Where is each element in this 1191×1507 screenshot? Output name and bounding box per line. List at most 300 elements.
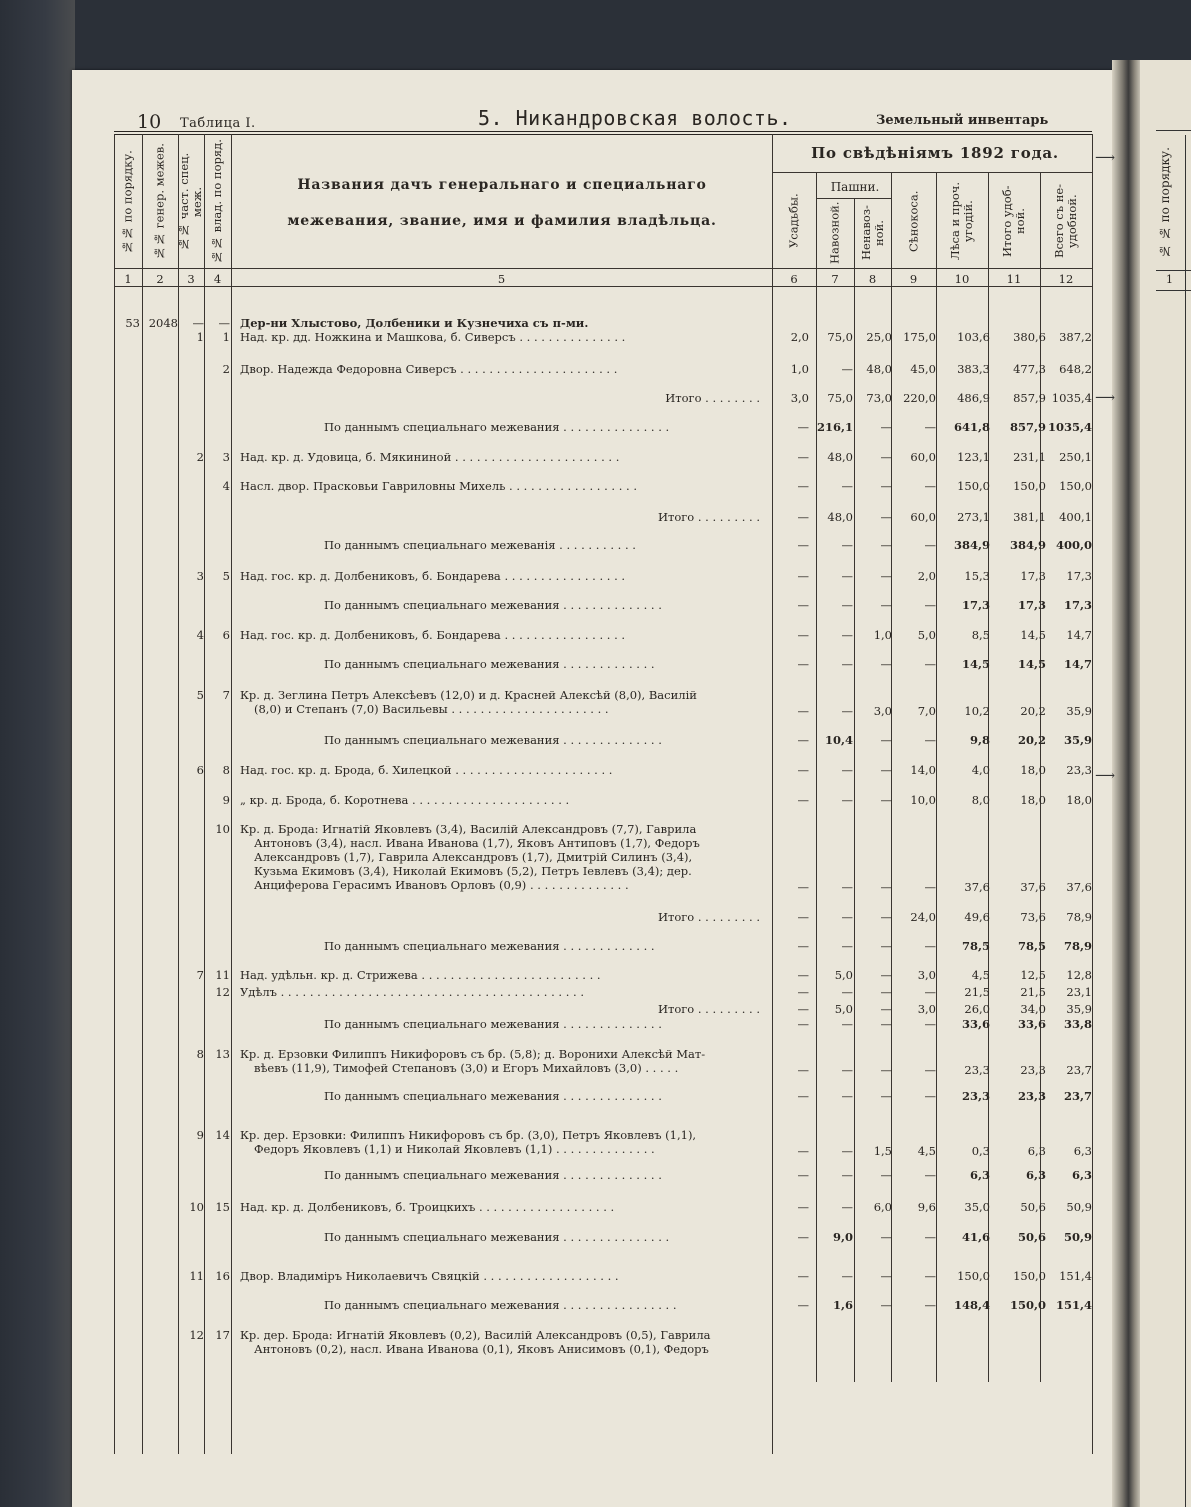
- row-value: —: [880, 510, 892, 524]
- row-value: 1,6: [832, 1298, 853, 1312]
- row-value: —: [924, 733, 936, 747]
- table-row: [114, 822, 1094, 894]
- row-value: 37,6: [964, 880, 990, 894]
- table-row: [114, 1230, 1094, 1246]
- col-header-3: №№ част. спец. меж.: [177, 152, 204, 252]
- row-value: —: [841, 1168, 853, 1182]
- table-row: [114, 330, 1094, 346]
- row-description: По даннымъ специальнаго межевания . . . . . . . . . . . . . .: [324, 1168, 662, 1182]
- row-value: —: [924, 1298, 936, 1312]
- row-value: —: [797, 1269, 809, 1283]
- row-value: —: [924, 538, 936, 552]
- owner-number: 17: [215, 1328, 230, 1342]
- main-header-line2: межевания, звание, имя и фамилия владѣльца.: [287, 213, 717, 229]
- row-value: —: [924, 985, 936, 999]
- row-value: —: [841, 1017, 853, 1031]
- row-value: 12,8: [1066, 968, 1092, 982]
- row-value: 33,6: [1017, 1017, 1046, 1031]
- row-value: —: [841, 538, 853, 552]
- row-description: По даннымъ специальнаго межеванія . . . . . . . . . . .: [324, 538, 636, 552]
- row-value: 23,7: [1066, 1063, 1092, 1077]
- row-value: 150,0: [1013, 1269, 1046, 1283]
- row-value: —: [880, 733, 892, 747]
- col-header-lesa: Лѣса и проч. угодій.: [948, 182, 975, 261]
- row-value: 37,6: [1020, 880, 1046, 894]
- row-value: 150,0: [1009, 1298, 1046, 1312]
- row-value: 17,3: [961, 598, 990, 612]
- row-value: —: [880, 420, 892, 434]
- row-description: Двор. Владиміръ Николаевичъ Свяцкій . . . . . . . . . . . . . . . . . . .: [240, 1269, 619, 1283]
- col-header-vsego: Всего съ не-удобной.: [1052, 183, 1079, 259]
- row-description: По даннымъ специальнаго межевания . . . . . . . . . . . . . . .: [324, 420, 670, 434]
- row-value: 477,3: [1013, 362, 1046, 376]
- table-row: [114, 939, 1094, 955]
- row-value: 5,0: [834, 968, 853, 982]
- row-value: 0,3: [971, 1144, 990, 1158]
- row-value: —: [797, 968, 809, 982]
- row-value: 14,5: [1020, 628, 1046, 642]
- row-value: 1,5: [873, 1144, 892, 1158]
- owner-number: 10: [215, 822, 230, 836]
- row-value: 17,3: [1020, 569, 1046, 583]
- row-description: Анциферова Герасимъ Ивановъ Орловъ (0,9) . . . . . . . . . . . . . .: [254, 878, 629, 892]
- row-value: —: [797, 939, 809, 953]
- general-survey-number: 2048: [148, 316, 178, 330]
- row-description: По даннымъ специальнаго межевания . . . . . . . . . . . . . .: [324, 598, 662, 612]
- row-value: 8,5: [971, 628, 990, 642]
- owner-number: 2: [222, 362, 230, 376]
- row-description: Федоръ Яковлевъ (1,1) и Николай Яковлевъ (1,1) . . . . . . . . . . . . . .: [254, 1142, 655, 1156]
- row-value: 150,0: [1059, 479, 1092, 493]
- special-survey-number: 9: [196, 1128, 204, 1142]
- row-value: 24,0: [910, 910, 936, 924]
- table-row: [114, 1047, 1094, 1077]
- col-number: 8: [868, 272, 877, 286]
- row-value: 20,2: [1017, 733, 1046, 747]
- col-header-senokosa: Сѣнокоса.: [906, 190, 921, 252]
- main-header-line1: Названия дачъ генеральнаго и специальнаго: [297, 177, 707, 193]
- row-value: 9,6: [917, 1200, 936, 1214]
- row-description: Итого . . . . . . . . .: [657, 510, 760, 524]
- row-value: —: [841, 479, 853, 493]
- row-value: —: [797, 1144, 809, 1158]
- col-header-4: №№ влад. по поряд.: [210, 139, 224, 265]
- owner-number: 7: [222, 688, 230, 702]
- row-value: 4,5: [971, 968, 990, 982]
- row-value: 48,0: [827, 510, 853, 524]
- row-value: 73,6: [1020, 910, 1046, 924]
- table-row: [114, 391, 1094, 407]
- row-value: 216,1: [816, 420, 853, 434]
- table-row: [114, 985, 1094, 1001]
- row-value: 250,1: [1059, 450, 1092, 464]
- row-value: 17,3: [1066, 569, 1092, 583]
- row-value: 3,0: [917, 968, 936, 982]
- row-value: 21,5: [1020, 985, 1046, 999]
- row-value: —: [924, 479, 936, 493]
- row-description: Дер-ни Хлыстово, Долбеники и Кузнечиха съ п-ми.: [240, 316, 589, 330]
- row-value: —: [797, 1017, 809, 1031]
- head-rule: [114, 286, 1092, 287]
- row-value: 75,0: [827, 391, 853, 405]
- special-survey-number: —: [192, 316, 204, 330]
- table-row: [114, 1269, 1094, 1285]
- row-value: 2,0: [917, 569, 936, 583]
- row-value: 2,0: [790, 330, 809, 344]
- owner-number: 9: [222, 793, 230, 807]
- row-value: 60,0: [910, 510, 936, 524]
- row-value: 6,3: [1071, 1168, 1092, 1182]
- row-value: 9,8: [969, 733, 990, 747]
- col-number: 7: [831, 272, 839, 286]
- row-value: 400,0: [1055, 538, 1092, 552]
- row-value: 10,0: [910, 793, 936, 807]
- row-value: —: [841, 793, 853, 807]
- row-value: —: [924, 1089, 936, 1103]
- row-value: 73,0: [866, 391, 892, 405]
- row-value: 3,0: [873, 704, 892, 718]
- head-rule: [816, 198, 891, 199]
- row-value: —: [797, 910, 809, 924]
- table-row: [114, 1200, 1094, 1216]
- row-value: —: [841, 985, 853, 999]
- row-value: 14,0: [910, 763, 936, 777]
- row-description: Над. гос. кр. д. Брода, б. Хилецкой . . . . . . . . . . . . . . . . . . . . . .: [240, 763, 613, 777]
- special-survey-number: 11: [189, 1269, 204, 1283]
- row-value: 78,9: [1063, 939, 1092, 953]
- row-value: —: [841, 704, 853, 718]
- row-value: 857,9: [1013, 391, 1046, 405]
- row-value: 175,0: [903, 330, 936, 344]
- row-value: —: [880, 1298, 892, 1312]
- table-row: [114, 688, 1094, 718]
- col-number: 3: [187, 272, 195, 286]
- row-value: 35,0: [964, 1200, 990, 1214]
- row-value: 35,9: [1063, 733, 1092, 747]
- table-row: [114, 657, 1094, 673]
- row-value: 150,0: [957, 1269, 990, 1283]
- row-value: 35,9: [1066, 1002, 1092, 1016]
- row-value: —: [797, 880, 809, 894]
- row-description: Кр. дер. Брода: Игнатій Яковлевъ (0,2), Василій Александровъ (0,5), Гаврила: [240, 1328, 711, 1342]
- row-description: Двор. Надежда Федоровна Сиверсъ . . . . . . . . . . . . . . . . . . . . . .: [240, 362, 618, 376]
- row-value: 26,0: [964, 1002, 990, 1016]
- row-value: 23,1: [1066, 985, 1092, 999]
- row-value: —: [924, 939, 936, 953]
- owner-number: 15: [215, 1200, 230, 1214]
- head-rule: [114, 268, 1092, 269]
- row-value: 18,0: [1066, 793, 1092, 807]
- row-value: 1,0: [790, 362, 809, 376]
- col-number: 1: [124, 272, 132, 286]
- row-value: 380,6: [1013, 330, 1046, 344]
- row-value: —: [880, 763, 892, 777]
- row-value: —: [797, 657, 809, 671]
- row-description: Кр. д. Зеглина Петръ Алексѣевъ (12,0) и д. Красней Алексѣй (8,0), Василій: [240, 688, 697, 702]
- row-value: —: [841, 910, 853, 924]
- owner-number: 16: [215, 1269, 230, 1283]
- row-description: (8,0) и Степанъ (7,0) Васильевы . . . . . . . . . . . . . . . . . . . . . .: [254, 702, 609, 716]
- table-row: [114, 1128, 1094, 1158]
- row-value: 400,1: [1059, 510, 1092, 524]
- owner-number: 12: [215, 985, 230, 999]
- row-value: 23,3: [1017, 1089, 1046, 1103]
- table-row: [114, 420, 1094, 436]
- row-value: 14,5: [1017, 657, 1046, 671]
- row-value: 384,9: [953, 538, 990, 552]
- row-value: 641,8: [953, 420, 990, 434]
- row-value: 148,4: [953, 1298, 990, 1312]
- row-value: 3,0: [790, 391, 809, 405]
- table-row: [114, 598, 1094, 614]
- table-row: [114, 628, 1094, 644]
- scan-background: [0, 0, 75, 1507]
- table-row: [114, 1298, 1094, 1314]
- row-value: 35,9: [1066, 704, 1092, 718]
- table-row: [114, 1089, 1094, 1105]
- row-value: 23,3: [1020, 1063, 1046, 1077]
- row-value: 49,6: [964, 910, 990, 924]
- row-description: По даннымъ специальнаго межевания . . . . . . . . . . . . . . .: [324, 1230, 670, 1244]
- row-value: —: [797, 598, 809, 612]
- special-survey-number: 6: [196, 763, 204, 777]
- row-value: 45,0: [910, 362, 936, 376]
- row-description: Кр. дер. Ерзовки: Филиппъ Никифоровъ съ бр. (3,0), Петръ Яковлевъ (1,1),: [240, 1128, 697, 1142]
- row-value: —: [797, 569, 809, 583]
- row-value: —: [797, 1002, 809, 1016]
- row-value: —: [841, 1269, 853, 1283]
- special-survey-number: 5: [196, 688, 204, 702]
- col-header-nenavoznoi: Ненавоз-ной.: [859, 205, 886, 261]
- row-value: —: [841, 362, 853, 376]
- owner-number: 3: [222, 450, 230, 464]
- row-description: Кр. д. Ерзовки Филиппъ Никифоровъ съ бр. (5,8); д. Воронихи Алексѣй Мат-: [240, 1047, 706, 1061]
- row-value: —: [880, 479, 892, 493]
- row-value: 1035,4: [1047, 420, 1092, 434]
- row-value: —: [924, 1269, 936, 1283]
- owner-number: 1: [222, 330, 230, 344]
- row-value: —: [841, 569, 853, 583]
- special-survey-number: 4: [196, 628, 204, 642]
- special-survey-number: 8: [196, 1047, 204, 1061]
- row-value: —: [841, 1063, 853, 1077]
- row-value: —: [841, 598, 853, 612]
- row-value: —: [880, 450, 892, 464]
- row-value: 60,0: [910, 450, 936, 464]
- table-row: [114, 538, 1094, 554]
- row-description: Над. кр. д. Долбениковъ, б. Троицкихъ . . . . . . . . . . . . . . . . . . .: [240, 1200, 615, 1214]
- row-value: —: [880, 538, 892, 552]
- row-description: По даннымъ специальнаго межевания . . . . . . . . . . . . . .: [324, 733, 662, 747]
- row-value: 3,0: [917, 1002, 936, 1016]
- row-value: 6,3: [1025, 1168, 1046, 1182]
- col-header-pashni: Пашни.: [830, 180, 880, 194]
- row-value: 231,1: [1013, 450, 1046, 464]
- row-value: —: [880, 657, 892, 671]
- row-description: Итого . . . . . . . . .: [657, 1002, 760, 1016]
- row-value: 48,0: [827, 450, 853, 464]
- next-page-edge: [1140, 60, 1191, 1507]
- row-value: 17,3: [1017, 598, 1046, 612]
- row-value: —: [880, 569, 892, 583]
- special-survey-number: 10: [189, 1200, 204, 1214]
- row-value: 50,6: [1020, 1200, 1046, 1214]
- row-value: 1,0: [873, 628, 892, 642]
- row-value: 50,9: [1066, 1200, 1092, 1214]
- row-value: —: [841, 1200, 853, 1214]
- row-value: —: [797, 510, 809, 524]
- row-value: 6,3: [1073, 1144, 1092, 1158]
- row-value: 857,9: [1009, 420, 1046, 434]
- row-value: —: [797, 763, 809, 777]
- row-value: —: [797, 479, 809, 493]
- col-number: 2: [156, 272, 164, 286]
- row-value: —: [880, 939, 892, 953]
- row-value: 5,0: [834, 1002, 853, 1016]
- row-value: —: [841, 939, 853, 953]
- binder-mark: ⟶: [1095, 768, 1116, 784]
- book-gutter: [1112, 60, 1142, 1507]
- row-value: 123,1: [957, 450, 990, 464]
- row-value: 220,0: [903, 391, 936, 405]
- col-number: 5: [497, 272, 506, 286]
- row-value: —: [880, 985, 892, 999]
- year-header: По свѣдѣніямъ 1892 года.: [811, 144, 1059, 162]
- row-description: Над. гос. кр. д. Долбениковъ, б. Бондарева . . . . . . . . . . . . . . . . .: [240, 628, 626, 642]
- row-value: —: [924, 1168, 936, 1182]
- row-value: 7,0: [917, 704, 936, 718]
- row-value: 78,5: [961, 939, 990, 953]
- row-value: 384,9: [1009, 538, 1046, 552]
- table-row: [114, 763, 1094, 779]
- row-value: —: [880, 1063, 892, 1077]
- row-description: Насл. двор. Прасковьи Гавриловны Михель . . . . . . . . . . . . . . . . . .: [240, 479, 637, 493]
- row-value: —: [797, 704, 809, 718]
- owner-number: 8: [222, 763, 230, 777]
- owner-number: 4: [222, 479, 230, 493]
- row-value: —: [797, 793, 809, 807]
- row-value: 41,6: [961, 1230, 990, 1244]
- row-value: 37,6: [1066, 880, 1092, 894]
- row-value: —: [880, 1089, 892, 1103]
- row-description: Кр. д. Брода: Игнатій Яковлевъ (3,4), Василій Александровъ (7,7), Гаврила: [240, 822, 697, 836]
- row-value: —: [797, 420, 809, 434]
- row-value: —: [880, 598, 892, 612]
- row-description: По даннымъ специальнаго межевания . . . . . . . . . . . . . .: [324, 1089, 662, 1103]
- row-value: 10,2: [964, 704, 990, 718]
- table-row: [114, 479, 1094, 495]
- row-value: —: [924, 598, 936, 612]
- binder-mark: ⟶: [1095, 150, 1116, 166]
- row-value: 150,0: [1013, 479, 1046, 493]
- row-value: 381,1: [1013, 510, 1046, 524]
- row-value: 25,0: [866, 330, 892, 344]
- row-value: —: [841, 880, 853, 894]
- binder-mark: ⟶: [1095, 390, 1116, 406]
- row-value: 48,0: [866, 362, 892, 376]
- row-value: —: [924, 420, 936, 434]
- owner-number: 14: [215, 1128, 230, 1142]
- row-value: —: [797, 1200, 809, 1214]
- row-value: —: [924, 1230, 936, 1244]
- row-value: —: [880, 1017, 892, 1031]
- special-survey-number: 12: [189, 1328, 204, 1342]
- row-description: „ кр. д. Брода, б. Коротнева . . . . . . . . . . . . . . . . . . . . . .: [240, 793, 570, 807]
- owner-number: 11: [215, 968, 230, 982]
- row-value: —: [880, 1168, 892, 1182]
- col-number: 4: [213, 272, 222, 286]
- row-value: 5,0: [917, 628, 936, 642]
- row-description: вѣевъ (11,9), Тимофей Степановъ (3,0) и Егоръ Михайловъ (3,0) . . . . .: [254, 1061, 679, 1075]
- row-description: Над. удѣльн. кр. д. Стрижева . . . . . . . . . . . . . . . . . . . . . . . . .: [240, 968, 601, 982]
- owner-number: 5: [222, 569, 230, 583]
- row-value: 75,0: [827, 330, 853, 344]
- row-value: 4,0: [971, 763, 990, 777]
- special-survey-number: 3: [196, 569, 204, 583]
- header-rule: [114, 131, 1092, 132]
- col-header-1: №№ по порядку.: [120, 150, 135, 254]
- row-value: 33,8: [1063, 1017, 1092, 1031]
- row-value: —: [797, 1230, 809, 1244]
- row-value: 23,3: [1066, 763, 1092, 777]
- row-value: 14,7: [1066, 628, 1092, 642]
- row-value: —: [924, 880, 936, 894]
- row-description: Над. кр. дд. Ножкина и Машкова, б. Сиверсъ . . . . . . . . . . . . . . .: [240, 330, 626, 344]
- col-header-navoznoi: Навозной.: [827, 201, 842, 265]
- row-value: 18,0: [1020, 793, 1046, 807]
- col-header-usadby: Усадьбы.: [786, 193, 801, 249]
- table-row: [114, 1328, 1094, 1356]
- table-row: [114, 510, 1094, 526]
- col-header-itogo: Итого удоб-ной.: [1000, 185, 1027, 257]
- page-number: 10: [137, 111, 162, 133]
- row-value: 6,0: [873, 1200, 892, 1214]
- row-value: —: [797, 985, 809, 999]
- row-value: 18,0: [1020, 763, 1046, 777]
- table-label: Таблица I.: [180, 116, 256, 131]
- row-value: 6,3: [1027, 1144, 1046, 1158]
- special-survey-number: 7: [196, 968, 204, 982]
- row-value: 648,2: [1059, 362, 1092, 376]
- col-number: 9: [909, 272, 918, 286]
- owner-number: 6: [222, 628, 230, 642]
- row-value: —: [797, 450, 809, 464]
- row-value: 34,0: [1020, 1002, 1046, 1016]
- row-value: 20,2: [1020, 704, 1046, 718]
- row-value: 23,7: [1063, 1089, 1092, 1103]
- table-row: [114, 569, 1094, 585]
- row-value: —: [841, 1144, 853, 1158]
- row-description: Александровъ (1,7), Гаврила Александровъ (1,7), Дмитрій Силинъ (3,4),: [254, 850, 693, 864]
- row-value: 151,4: [1055, 1298, 1092, 1312]
- row-value: —: [841, 763, 853, 777]
- row-value: 23,3: [961, 1089, 990, 1103]
- row-description: По даннымъ специальнаго межевания . . . . . . . . . . . . .: [324, 939, 655, 953]
- row-value: —: [924, 657, 936, 671]
- col-number: 6: [790, 272, 798, 286]
- row-value: 50,6: [1017, 1230, 1046, 1244]
- row-value: —: [797, 1089, 809, 1103]
- row-value: 273,1: [957, 510, 990, 524]
- row-value: 15,3: [964, 569, 990, 583]
- header-rule-thin: [114, 134, 1092, 135]
- row-value: 103,6: [957, 330, 990, 344]
- col-number: 10: [954, 272, 970, 286]
- row-value: 151,4: [1059, 1269, 1092, 1283]
- row-description: По даннымъ специальнаго межевания . . . . . . . . . . . . . . . .: [324, 1298, 677, 1312]
- row-value: 8,0: [971, 793, 990, 807]
- table-row: [114, 968, 1094, 984]
